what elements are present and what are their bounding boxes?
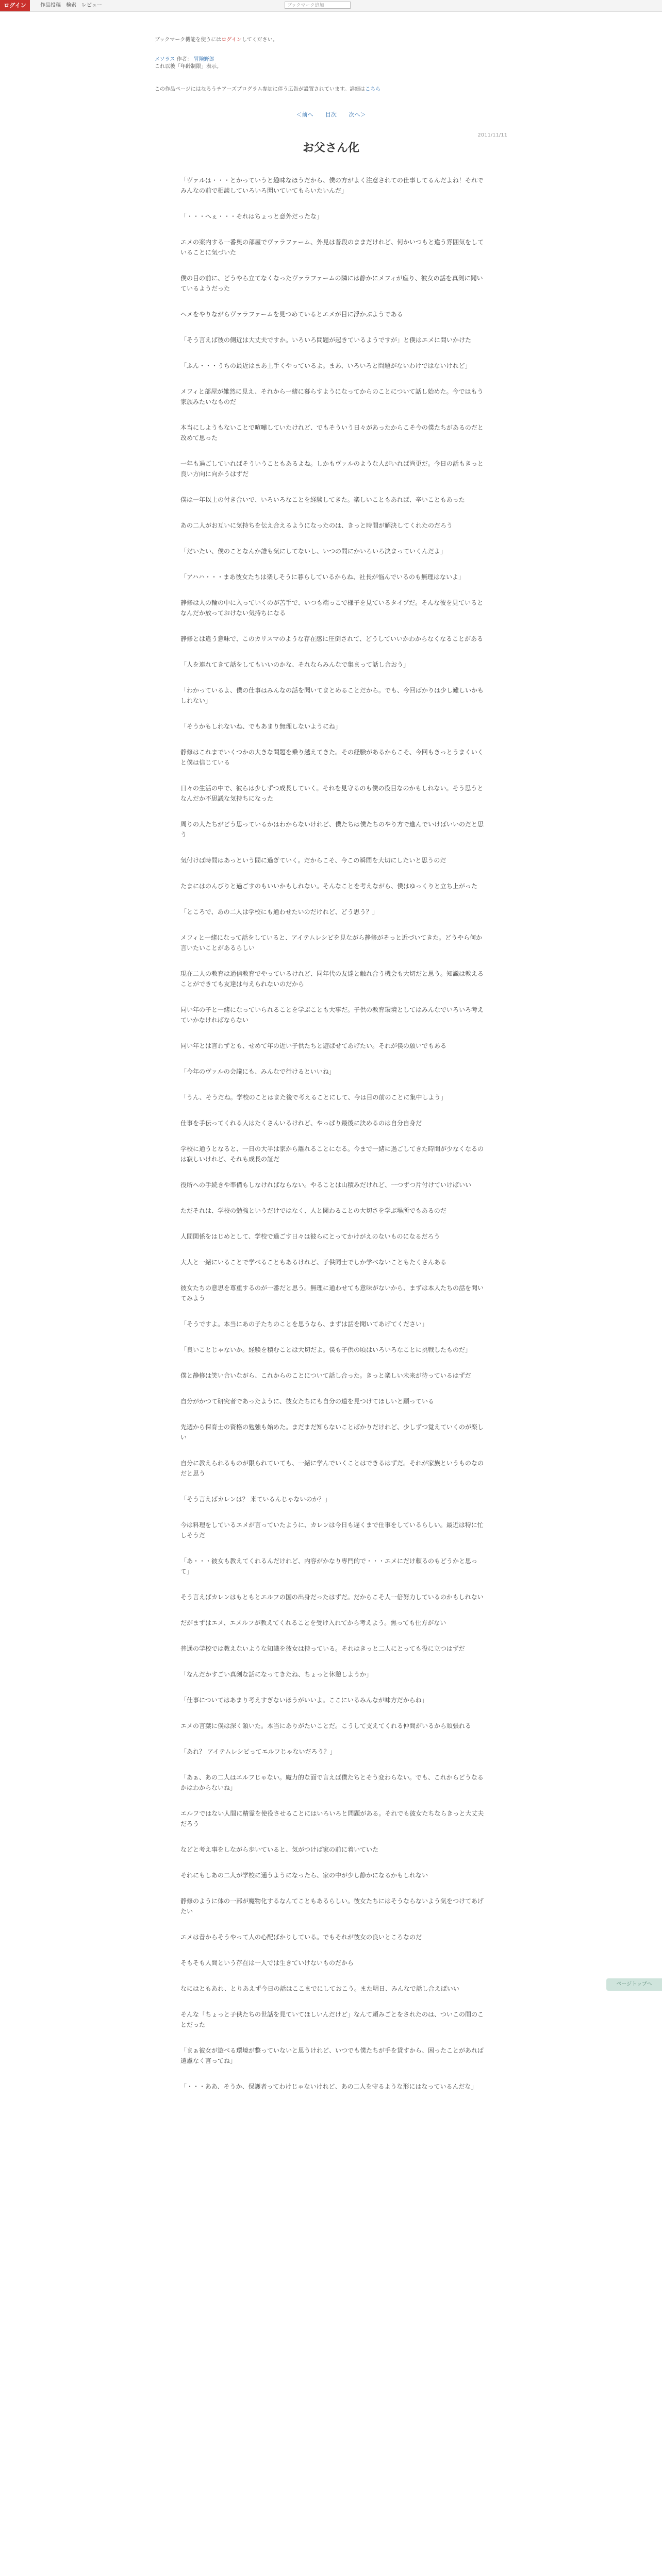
story-paragraph: 気付けば時間はあっという間に過ぎていく。だからこそ、今この瞬間を大切にしたいと思うのだ bbox=[180, 857, 446, 864]
story-paragraph: 「あ・・・彼女も教えてくれるんだけれど、内容がかなり専門的で・・・エメにだけ頼るのもどうかと思って」 bbox=[180, 1557, 478, 1575]
story-paragraph: エメの案内する一番奥の部屋でヴァラファーム、外見は普段のままだけれど、何かいつもと違う雰囲気をしていることに気づいた bbox=[180, 239, 484, 256]
story-paragraph: 「仕事についてはあまり考えすぎないほうがいいよ。ここにいるみんなが味方だからね」 bbox=[180, 1697, 428, 1704]
story-paragraph: などと考え事をしながら歩いていると、気がつけば家の前に着いていた bbox=[180, 1846, 379, 1853]
story-paragraph: ヘメをやりながらヴァラファームを見つめているとエメが目に浮かぶようである bbox=[180, 311, 403, 318]
story-paragraph: 「そう言えば彼の側近は大丈夫ですか。いろいろ問題が起きているようですが」と僕はエメに問いかけた bbox=[180, 336, 472, 344]
toc-link[interactable]: 目次 bbox=[325, 111, 337, 118]
story-paragraph: 大人と一緒にいることで学べることもあるけれど、子供同士でしか学べないこともたくさんある bbox=[180, 1259, 447, 1266]
story-paragraph: 現在二人の教育は通信教育でやっているけれど、同年代の友達と触れ合う機会も大切だと思う。知識は教えることができても友達は与えられないのだから bbox=[180, 970, 484, 988]
story-paragraph: 一年も過ごしていればそういうこともあるよね。しかもヴァルのような人がいれば尚更だ。今日の話もきっと良い方向に向かうはずだ bbox=[180, 460, 484, 478]
story-paragraph: 「・・・ああ、そうか、保護者ってわけじゃないけれど、あの二人を守るような形にはなっているんだな」 bbox=[180, 2083, 477, 2090]
story-paragraph: 「そう言えばカレンは？ 来ているんじゃないのか？」 bbox=[180, 1496, 331, 1503]
story-paragraph: 「そうかもしれないね、でもあまり無理しないようにね」 bbox=[180, 723, 342, 730]
story-paragraph: そもそも人間という存在は一人では生きていけないものだから bbox=[180, 1959, 354, 1967]
story-paragraph: 自分に教えられるものが限られていても、一緒に学んでいくことはできるはずだ。それが家族というものなのだと思う bbox=[180, 1460, 484, 1477]
top-nav-bar bbox=[0, 0, 662, 12]
ad-notice-text: この作品ページにはなろうチアーズプログラム参加に伴う広告が設置されています。詳細は bbox=[155, 87, 366, 92]
story-paragraph: 今は料理をしているエメが言っていたように、カレンは今日も遅くまで仕事をしているらしい。最近は特に忙しそうだ bbox=[180, 1521, 484, 1539]
story-paragraph: 静修のように体の一部が魔物化するなんてこともあるらしい。彼女たちにはそうならないよう気をつけてあげたい bbox=[180, 1897, 484, 1915]
story-paragraph: メフィと部屋が雑然に見え、それから一緒に暮らすようになってからのことについて話し始めた。今ではもう家族みたいなものだ bbox=[180, 388, 484, 405]
next-link[interactable]: 次へ＞ bbox=[349, 111, 366, 118]
story-paragraph: 静修はこれまでいくつかの大きな問題を乗り越えてきた。その経験があるからこそ、今回もきっとうまくいくと僕は信じている bbox=[180, 749, 484, 766]
story-paragraph: ただそれは、学校の勉強というだけではなく、人と関わることの大切さを学ぶ場所でもあるのだ bbox=[180, 1207, 446, 1214]
story-paragraph: 「アハハ・・・まあ彼女たちは楽しそうに暮らしているからね、社長が悩んでいるのも無理はないよ」 bbox=[180, 573, 465, 581]
nav-review[interactable]: レビュー bbox=[81, 3, 102, 8]
story-paragraph: あの二人がお互いに気持ちを伝え合えるようになったのは、きっと時間が解決してくれたのだろう bbox=[180, 522, 453, 529]
login-button[interactable]: ログイン bbox=[0, 0, 30, 11]
story-paragraph: 僕は一年以上の付き合いで、いろいろなことを経験してきた。楽しいこともあれば、辛いこともあった bbox=[180, 496, 465, 503]
story-paragraph: たまにはのんびりと過ごすのもいいかもしれない。そんなことを考えながら、僕はゆっくりと立ち上がった bbox=[180, 883, 477, 890]
story-paragraph: エメは昔からそうやって人の心配ばかりしている。でもそれが彼女の良いところなのだ bbox=[180, 1934, 422, 1941]
story-paragraph: 「だいたい、僕のことなんか誰も気にしてないし、いつの間にかいろいろ決まっていくんだよ」 bbox=[180, 548, 447, 555]
story-paragraph: 先週から保育士の資格の勉強も始めた。まだまだ知らないことばかりだけれど、少しずつ覚えていくのが楽しい bbox=[180, 1423, 484, 1441]
story-paragraph: メフィと一緒になって話をしていると、アイテムレシピを見ながら静修がそっと近づいてきた。どうやら何か言いたいことがあるらしい bbox=[180, 934, 483, 952]
story-paragraph: 「あぁ、あの二人はエルフじゃない。魔力的な面で言えば僕たちとそう変わらない。でも、これからどうなるかはわからないね」 bbox=[180, 1774, 484, 1791]
chapter-info: これ以後「年齢制限」表示。 bbox=[155, 64, 222, 70]
story-paragraph: 日々の生活の中で、彼らは少しずつ成長していく。それを見守るのも僕の役目なのかもしれない。そう思うとなんだか不思議な気持ちになった bbox=[180, 785, 484, 802]
series-name[interactable]: メソラス bbox=[155, 57, 175, 62]
story-paragraph: エルフではない人間に精霊を使役させることにはいろいろと問題がある。それでも彼女たちならきっと大丈夫だろう bbox=[180, 1810, 484, 1827]
story-paragraph: 本当にしようもないことで喧嘩していたけれど、でもそういう日々があったからこそ今の僕たちがあるのだと改めて思った bbox=[180, 424, 484, 442]
notice-suffix: してください。 bbox=[241, 37, 278, 43]
author-label: 作者： bbox=[176, 57, 192, 62]
series-info bbox=[155, 55, 214, 62]
story-paragraph: 人間関係をはじめとして、学校で過ごす日々は彼らにとってかけがえのないものになるだろう bbox=[180, 1233, 440, 1240]
story-paragraph: 「ふん・・・うちの最近はまあ上手くやっているよ。まあ、いろいろと問題がないわけではないけれど」 bbox=[180, 362, 471, 369]
story-paragraph: 「ヴァルは・・・とかっていうと趣味なほうだから、僕の方がよく注意されての仕事してるんだよね！それでみんなの前で相談していろいろ聞いていてもらいたいんだ」 bbox=[180, 177, 484, 194]
ad-notice-link[interactable]: こちら bbox=[365, 87, 381, 92]
story-paragraph: 「ところで、あの二人は学校にも通わせたいのだけれど、どう思う？」 bbox=[180, 908, 378, 916]
author-link[interactable]: 冒険野郎 bbox=[193, 57, 214, 62]
ad-notice bbox=[155, 84, 380, 92]
bookmark-notice bbox=[155, 35, 278, 43]
story-paragraph: 「なんだかすごい真剣な話になってきたね、ちょっと休憩しようか」 bbox=[180, 1671, 373, 1678]
notice-login-link[interactable]: ログイン bbox=[221, 37, 242, 43]
nav-post-work[interactable]: 作品投稿 bbox=[40, 3, 61, 8]
story-paragraph: そう言えばカレンはもともとエルフの国の出身だったはずだ。だからこそ人一倍努力しているのかもしれない bbox=[180, 1594, 484, 1601]
story-paragraph: 彼女たちの意思を尊重するのが一番だと思う。無理に通わせても意味がないから、まずは本人たちの話を聞いてみよう bbox=[180, 1284, 484, 1302]
story-paragraph: 「わかっているよ、僕の仕事はみんなの話を聞いてまとめることだから。でも、今回ばかりは少し難しいかもしれない」 bbox=[180, 687, 484, 704]
story-paragraph: 「まぁ彼女が遊べる環境が整っていないと思うけれど、いつでも僕たちが手を貸すから、困ったことがあれば遠慮なく言ってね」 bbox=[180, 2047, 484, 2064]
post-date: 2011/11/11 bbox=[477, 132, 507, 138]
story-paragraph: 自分がかつて研究者であったように、彼女たちにも自分の道を見つけてほしいと願っている bbox=[180, 1398, 434, 1405]
story-paragraph: 同い年とは言わずとも、せめて年の近い子供たちと遊ばせてあげたい。それが僕の願いでもある bbox=[180, 1042, 447, 1049]
page-top-button[interactable]: ページトップへ bbox=[606, 1978, 662, 1991]
story-paragraph: 静修は人の輪の中に入っていくのが苦手で、いつも端っこで様子を見ているタイプだ。そんな彼を見ているとなんだか放っておけない気持ちになる bbox=[180, 599, 484, 617]
chapter-title: お父さん化 bbox=[302, 142, 359, 155]
story-paragraph: 僕と静修は笑い合いながら、これからのことについて話し合った。きっと楽しい未来が待っているはずだ bbox=[180, 1372, 471, 1379]
story-paragraph: それにもしあの二人が学校に通うようになったら、家の中が少し静かになるかもしれない bbox=[180, 1872, 428, 1879]
notice-prefix: ブックマーク機能を使うには bbox=[155, 37, 222, 43]
story-paragraph: 役所への手続きや準備もしなければならない。やることは山積みだけれど、一つずつ片付けていけばいい bbox=[180, 1181, 472, 1189]
story-paragraph: 静修とは違う意味で、このカリスマのような存在感に圧倒されて、どうしていいかわからなくなることがある bbox=[180, 635, 484, 642]
story-paragraph: 学校に通うとなると、一日の大半は家から離れることになる。今まで一緒に過ごしてきた時間が少なくなるのは寂しいけれど、それも成長の証だ bbox=[180, 1145, 484, 1163]
story-paragraph: 僕の目の前に、どうやら立てなくなったヴァラファームの隣には静かにメフィが座り、彼女の話を真剣に聞いているようだった bbox=[180, 275, 483, 292]
story-paragraph: 「あれ？ アイテムレシピってエルフじゃないだろう？」 bbox=[180, 1748, 336, 1755]
pager bbox=[0, 110, 662, 118]
novel-body bbox=[180, 175, 487, 2107]
story-paragraph: エメの言葉に僕は深く頷いた。本当にありがたいことだ。こうして支えてくれる仲間がいるから頑張れる bbox=[180, 1722, 472, 1730]
prev-link[interactable]: ＜前へ bbox=[296, 111, 313, 118]
story-paragraph: 「良いことじゃないか。経験を積むことは大切だよ。僕も子供の頃はいろいろなことに挑戦したものだ」 bbox=[180, 1346, 472, 1353]
nav-search[interactable]: 検索 bbox=[66, 3, 76, 8]
story-paragraph: そんな「ちょっと子供たちの世話を見ていてほしいんだけど」なんて頼みごとをされたのは、ついこの間のことだった bbox=[180, 2011, 484, 2028]
story-paragraph: 「今年のヴァルの会議にも、みんなで行けるといいね」 bbox=[180, 1068, 335, 1075]
story-paragraph: 同い年の子と一緒になっていられることを学ぶことも大事だ。子供の教育環境としてはみんなでいろいろ考えていかなければならない bbox=[180, 1006, 484, 1024]
story-paragraph: 「うん、そうだね。学校のことはまた後で考えることにして、今は目の前のことに集中しよう」 bbox=[180, 1094, 447, 1101]
story-paragraph: 「人を連れてきて話をしてもいいのかな、それならみんなで集まって話し合おう」 bbox=[180, 661, 410, 668]
story-paragraph: 仕事を手伝ってくれる人はたくさんいるけれど、やっぱり最後に決めるのは自分自身だ bbox=[180, 1120, 422, 1127]
story-paragraph: 周りの人たちがどう思っているかはわからないけれど、僕たちは僕たちのやり方で進んでいけばいいのだと思う bbox=[180, 821, 484, 838]
story-paragraph: 普通の学校では教えないような知識を彼女は持っている。それはきっと二人にとっても役に立つはずだ bbox=[180, 1645, 465, 1652]
story-paragraph: 「そうですよ。本当にあの子たちのことを思うなら、まずは話を聞いてあげてください」 bbox=[180, 1320, 428, 1328]
bookmark-add-field[interactable]: ブックマーク追加 bbox=[285, 2, 351, 9]
story-paragraph: 「・・・へぇ・・・それはちょっと意外だったな」 bbox=[180, 213, 323, 220]
story-paragraph: だがまずはエメ、エメルフが教えてくれることを受け入れてから考えよう。焦っても仕方がない bbox=[180, 1619, 446, 1626]
story-paragraph: なにはともあれ、とりあえず今日の話はここまでにしておこう。また明日、みんなで話し合えばいい bbox=[180, 1985, 459, 1992]
